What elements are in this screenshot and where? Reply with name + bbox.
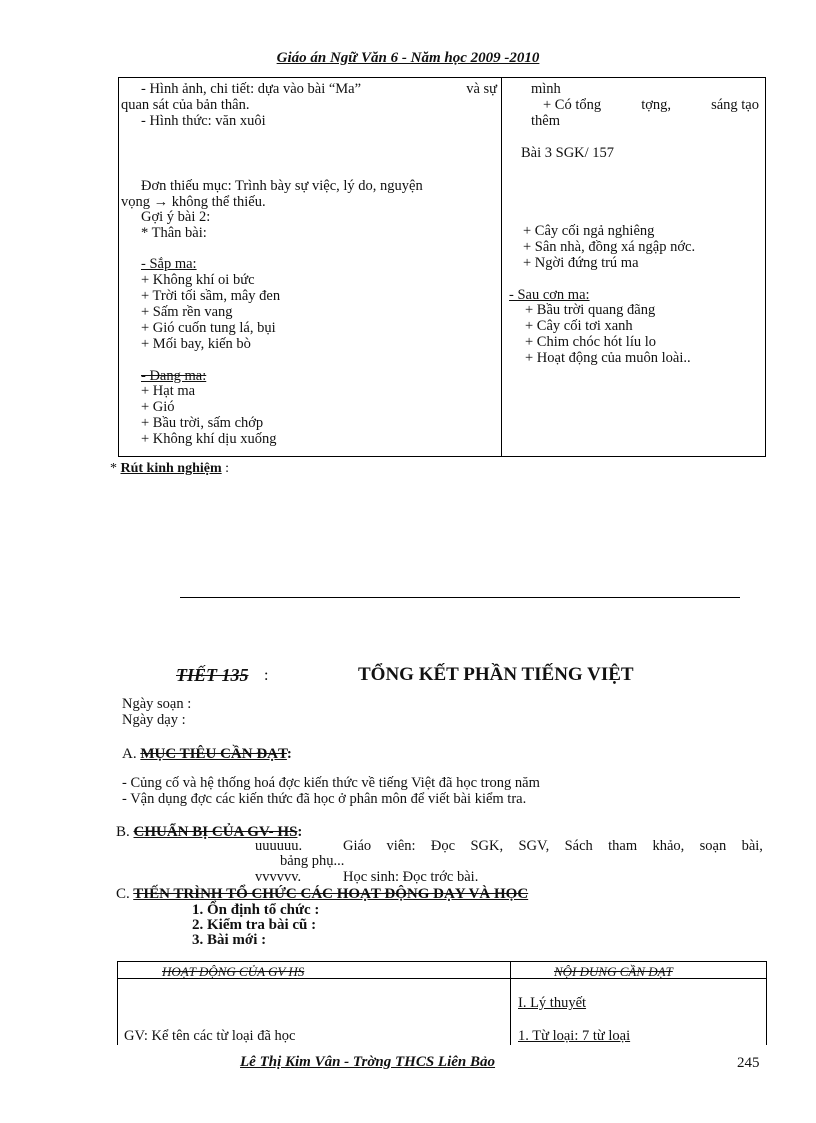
left-line-5: vọng → không thể thiếu. <box>121 194 266 210</box>
list-item: + Cây cối tơi xanh <box>525 318 633 334</box>
step-item: 1. Ổn định tổ chức : <box>192 902 320 918</box>
ngay-soan: Ngày soạn : <box>122 696 192 712</box>
word-class-item: 1. Từ loại: 7 từ loại <box>518 1028 631 1044</box>
list-item: + Gió cuốn tung lá, bụi <box>141 320 276 336</box>
right-line-1: mình <box>531 81 561 97</box>
right-line-3: thêm <box>531 113 560 129</box>
right-line-2: + Có tổng tợng, sáng tạo <box>543 97 759 113</box>
left-line-7: * Thân bài: <box>141 225 207 241</box>
left-line-6: Gợi ý bài 2: <box>141 209 211 225</box>
left-line-2: quan sát của bản thân. <box>121 97 250 113</box>
list-item: + Cây cối ngả nghiêng <box>523 223 655 239</box>
list-item: + Không khí oi bức <box>141 272 255 288</box>
list-item: + Sấm rền vang <box>141 304 233 320</box>
theory-heading: I. Lý thuyết <box>518 995 587 1011</box>
prep-teacher: Giáo viên: Đọc SGK, SGV, Sách tham khảo, soạn bài, <box>343 838 763 854</box>
left-line-4: Đơn thiếu mục: Trình bày sự việc, lý do, nguyện <box>141 178 423 194</box>
bullet-glyph: vvvvvv. <box>255 869 302 885</box>
list-item: + Không khí dịu xuống <box>141 431 277 447</box>
page-number: 245 <box>737 1055 760 1071</box>
list-item: + Sân nhà, đồng xá ngập nớc. <box>523 239 696 255</box>
column-header-content: NỘI DUNG CẦN ĐẠT <box>554 964 673 979</box>
objective-item: - Vận dụng đợc các kiến thức đã học ở phân môn để viết bài kiểm tra. <box>122 791 527 807</box>
step-item: 2. Kiểm tra bài cũ : <box>192 917 317 933</box>
left-subheading-dang-ma: - Đang ma: <box>141 368 207 384</box>
section-b-heading: B. CHUẨN BỊ CỦA GV- HS: <box>116 824 303 840</box>
section-a-heading: A. MỤC TIÊU CẦN ĐẠT: <box>122 746 292 762</box>
lesson-number: TIẾT 135 <box>176 665 249 685</box>
list-item: + Bầu trời, sấm chớp <box>141 415 264 431</box>
list-item: + Hoạt động của muôn loài.. <box>525 350 691 366</box>
left-line-3: - Hình thức: văn xuôi <box>141 113 266 129</box>
column-header-activity: HOẠT ĐỘNG CỦA GV HS <box>162 964 305 979</box>
page-footer: Lê Thị Kim Vân - Trờng THCS Liên Bảo <box>240 1054 496 1070</box>
table-divider <box>501 78 502 456</box>
bullet-glyph: uuuuuu. <box>255 838 303 854</box>
list-item: + Trời tối sầm, mây đen <box>141 288 281 304</box>
page-header: Giáo án Ngữ Văn 6 - Năm học 2009 -2010 <box>276 50 540 66</box>
table-divider <box>510 962 511 1045</box>
activity-table <box>117 961 767 1045</box>
right-subheading-sau-ma: - Sau cơn ma: <box>509 287 590 303</box>
step-item: 3. Bài mới : <box>192 932 267 948</box>
list-item: + Ngời đứng trú ma <box>523 255 639 271</box>
list-item: + Mối bay, kiến bò <box>141 336 251 352</box>
list-item: + Chim chóc hót líu lo <box>525 334 657 350</box>
list-item: + Bầu trời quang đãng <box>525 302 656 318</box>
section-divider <box>180 597 740 598</box>
prep-teacher-cont: bảng phụ... <box>280 853 345 869</box>
lesson-colon: : <box>264 667 269 684</box>
lesson-title: TỔNG KẾT PHẦN TIẾNG VIỆT <box>358 664 634 685</box>
content-table-top <box>118 77 766 457</box>
list-item: + Hạt ma <box>141 383 196 399</box>
section-c-heading: C. TIẾN TRÌNH TỔ CHỨC CÁC HOẠT ĐỘNG DẠY VÀ HỌC <box>116 886 529 902</box>
left-line-1: - Hình ảnh, chi tiết: dựa vào bài “Ma” và sự <box>141 81 497 97</box>
ngay-day: Ngày dạy : <box>122 712 186 728</box>
arrow-icon: → <box>153 194 169 210</box>
left-subheading-sap-ma: - Sắp ma: <box>141 256 197 272</box>
rut-kinh-nghiem: * Rút kinh nghiệm : <box>110 461 230 476</box>
teacher-activity: GV: Kể tên các từ loại đã học <box>124 1028 296 1044</box>
list-item: + Gió <box>141 399 175 415</box>
right-line-4: Bài 3 SGK/ 157 <box>521 145 615 161</box>
prep-student: Học sinh: Đọc trớc bài. <box>343 869 479 885</box>
objective-item: - Củng cố và hệ thống hoá đợc kiến thức về tiếng Việt đã học trong năm <box>122 775 540 791</box>
